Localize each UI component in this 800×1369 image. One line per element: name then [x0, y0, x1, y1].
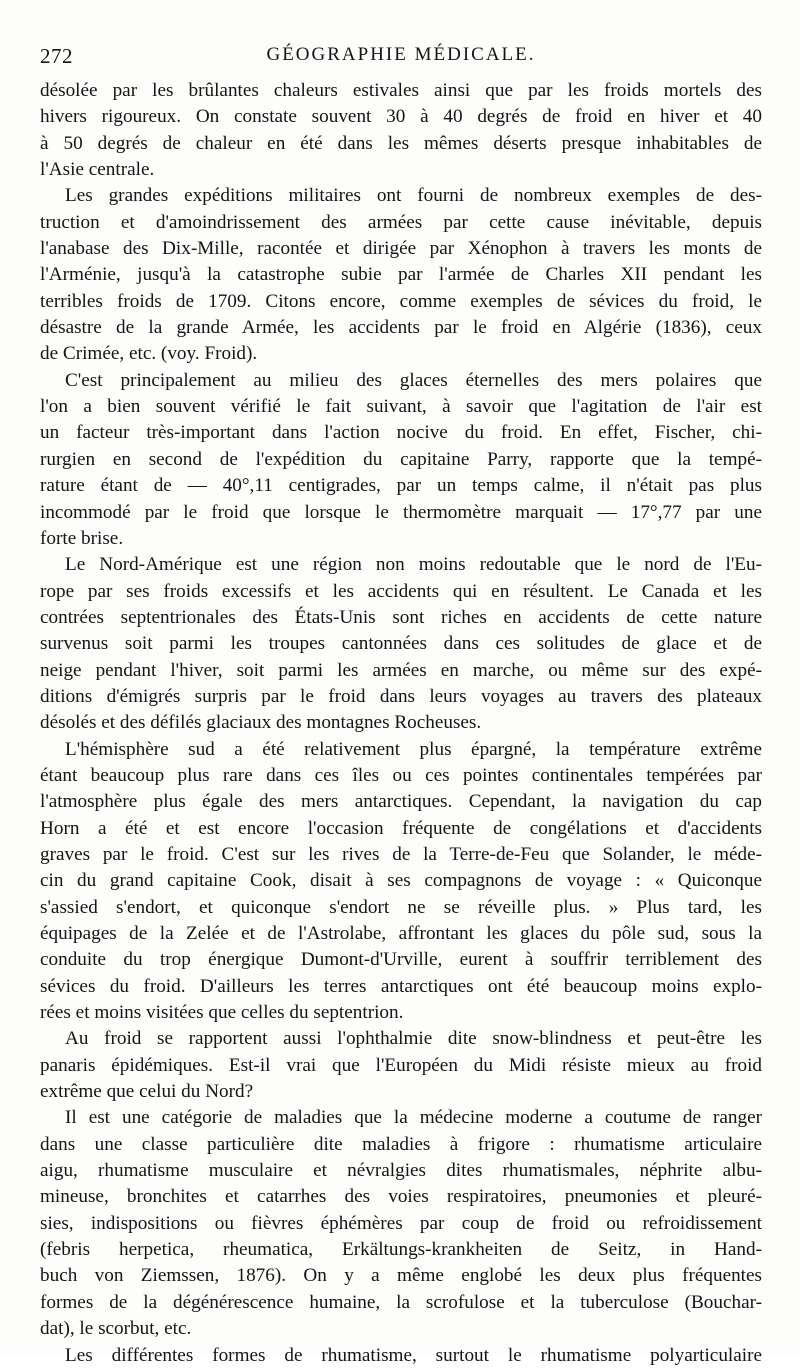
text-line: l'Asie centrale.: [40, 159, 155, 181]
text-line: extrême que celui du Nord?: [40, 1081, 254, 1103]
page-number: 272: [40, 44, 73, 68]
text-line: contrées septentrionales des États-Unis sont riches en accidents de cette nature: [40, 606, 762, 628]
text-line: terribles froids de 1709. Citons encore, comme exemples de sévices du froid, le: [40, 290, 762, 312]
text-line: hivers rigoureux. On constate souvent 30 à 40 degrés de froid en hiver et 40: [40, 106, 762, 128]
text-line: sévices du froid. D'ailleurs les terres antarctiques ont été beaucoup moins explo-: [40, 975, 762, 997]
text-line: l'atmosphère plus égale des mers antarctiques. Cependant, la navigation du cap: [40, 791, 762, 813]
text-line: Les différentes formes de rhumatisme, surtout le rhumatisme polyarticulaire: [65, 1344, 762, 1366]
text-line: incommodé par le froid que lorsque le thermomètre marquait — 17°,77 par une: [40, 501, 762, 523]
text-line: Il est une catégorie de maladies que la médecine moderne a coutume de ranger: [65, 1107, 762, 1129]
text-line: formes de la dégénérescence humaine, la scrofulose et la tuberculose (Bouchar-: [40, 1291, 762, 1313]
text-line: désolée par les brûlantes chaleurs estivales ainsi que par les froids mortels des: [40, 80, 762, 101]
page-header: [40, 40, 762, 68]
text-line: s'assied s'endort, et quiconque s'endort ne se réveille plus. » Plus tard, les: [40, 896, 762, 918]
text-line: à 50 degrés de chaleur en été dans les mêmes déserts presque inhabitables de: [40, 132, 762, 154]
text-line: étant beaucoup plus rare dans ces îles ou ces pointes continentales tempérées par: [40, 764, 762, 786]
text-line: conduite du trop énergique Dumont-d'Urville, eurent à souffrir terriblement des: [40, 949, 762, 971]
text-line: (febris herpetica, rheumatica, Erkältungs-krankheiten de Seitz, in Hand-: [40, 1239, 762, 1261]
text-line: équipages de la Zelée et de l'Astrolabe, affrontant les glaces du pôle sud, sous la: [40, 923, 762, 944]
text-line: dat), le scorbut, etc.: [40, 1318, 192, 1340]
text-line: graves par le froid. C'est sur les rives de la Terre-de-Feu que Solander, le méde-: [40, 843, 762, 865]
text-line: aigu, rhumatisme musculaire et névralgies dites rhumatismales, néphrite albu-: [40, 1160, 762, 1182]
text-line: L'hémisphère sud a été relativement plus épargné, la température extrême: [65, 738, 762, 760]
text-line: l'on a bien souvent vérifié le fait suivant, à savoir que l'agitation de l'air est: [40, 396, 762, 418]
text-line: rurgien en second de l'expédition du capitaine Parry, rapporte que la tempé-: [40, 448, 762, 470]
text-line: un facteur très-important dans l'action nocive du froid. En effet, Fischer, chi-: [40, 422, 762, 444]
text-line: désolés et des défilés glaciaux des montagnes Rocheuses.: [40, 712, 482, 734]
text-line: Le Nord-Amérique est une région non moins redoutable que le nord de l'Eu-: [65, 554, 762, 576]
text-line: rées et moins visitées que celles du septentrion.: [40, 1002, 404, 1024]
text-line: forte brise.: [40, 527, 124, 549]
text-line: de Crimée, etc. (voy. Froid).: [40, 343, 258, 365]
text-line: Au froid se rapportent aussi l'ophthalmie dite snow-blindness et peut-être les: [65, 1028, 762, 1050]
text-line: Horn a été et est encore l'occasion fréquente de congélations et d'accidents: [40, 817, 762, 839]
running-title: GÉOGRAPHIE MÉDICALE.: [266, 44, 536, 65]
text-line: buch von Ziemssen, 1876). On y a même englobé les deux plus fréquentes: [40, 1265, 762, 1287]
text-line: Les grandes expéditions militaires ont fourni de nombreux exemples de des-: [65, 185, 762, 207]
text-line: l'Arménie, jusqu'à la catastrophe subie par l'armée de Charles XII pendant les: [40, 264, 762, 286]
text-line: dans une classe particulière dite maladies à frigore : rhumatisme articulaire: [40, 1133, 762, 1155]
text-line: truction et d'amoindrissement des armées par cette cause inévitable, depuis: [40, 211, 762, 233]
text-line: sies, indispositions ou fièvres éphémères par coup de froid ou refroidissement: [40, 1212, 762, 1234]
body-text: [40, 78, 762, 1369]
text-line: neige pendant l'hiver, soit parmi les armées en marche, ou même sur des expé-: [40, 659, 762, 681]
text-line: mineuse, bronchites et catarrhes des voies respiratoires, pneumonies et pleuré-: [40, 1186, 762, 1208]
text-line: survenus soit parmi les troupes cantonnées dans ces solitudes de glace et de: [40, 633, 762, 655]
text-line: désastre de la grande Armée, les accidents par le froid en Algérie (1836), ceux: [40, 317, 762, 339]
text-line: rope par ses froids excessifs et les accidents qui en résultent. Le Canada et les: [40, 580, 762, 602]
text-line: rature étant de — 40°,11 centigrades, par un temps calme, il n'était pas plus: [40, 475, 762, 497]
text-line: ditions d'émigrés surpris par le froid dans leurs voyages au travers des plateaux: [40, 685, 762, 707]
text-line: l'anabase des Dix-Mille, racontée et dirigée par Xénophon à travers les monts de: [40, 238, 762, 260]
text-line: C'est principalement au milieu des glaces éternelles des mers polaires que: [65, 369, 762, 391]
text-line: cin du grand capitaine Cook, disait à ses compagnons de voyage : « Quiconque: [40, 870, 762, 892]
text-line: panaris épidémiques. Est-il vrai que l'Européen du Midi résiste mieux au froid: [40, 1054, 762, 1076]
